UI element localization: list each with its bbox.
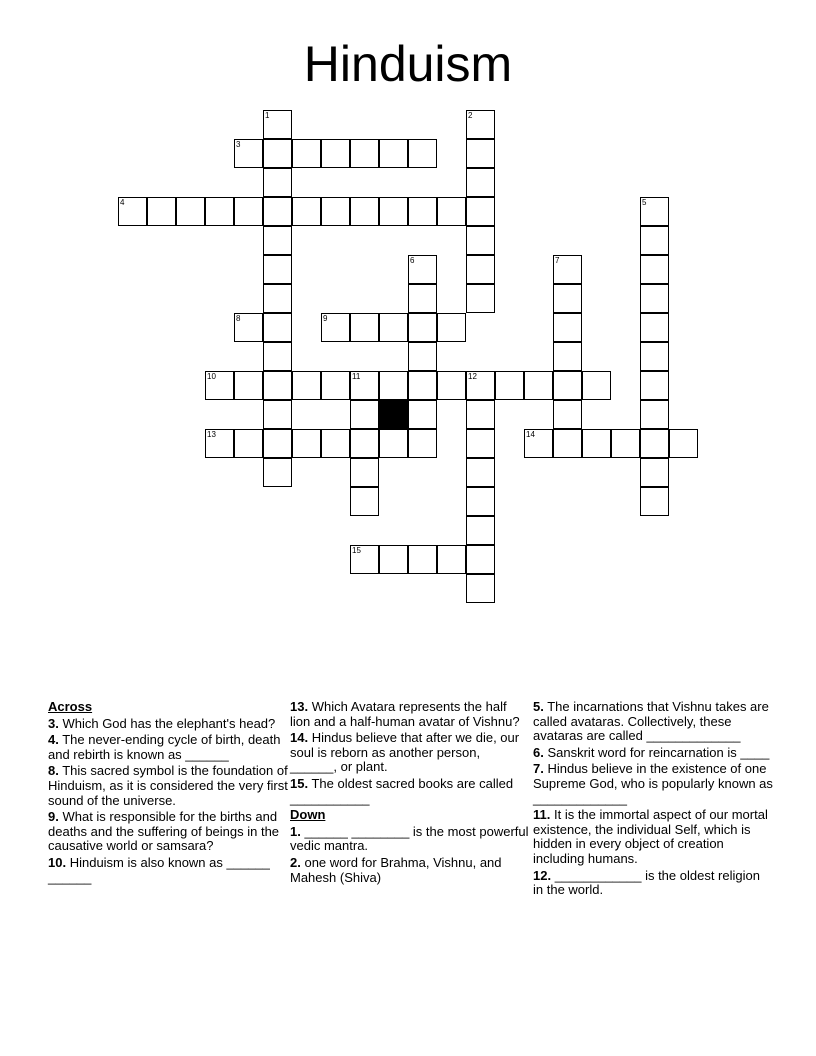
grid-cell[interactable] — [437, 197, 466, 226]
clue-text: ______ ________ is the most powerful vedic mantra. — [290, 823, 529, 854]
grid-cell[interactable] — [350, 458, 379, 487]
grid-cell[interactable] — [263, 139, 292, 168]
clue-number: 3. — [48, 715, 59, 731]
grid-cell[interactable] — [640, 400, 669, 429]
grid-cell[interactable] — [466, 284, 495, 313]
grid-cell[interactable] — [263, 168, 292, 197]
grid-cell[interactable] — [640, 226, 669, 255]
grid-cell[interactable] — [234, 371, 263, 400]
grid-cell[interactable] — [292, 371, 321, 400]
grid-cell[interactable] — [466, 400, 495, 429]
grid-cell[interactable] — [408, 342, 437, 371]
cell-number: 9 — [323, 314, 328, 323]
cell-number: 5 — [642, 198, 647, 207]
cell-number: 6 — [410, 256, 415, 265]
grid-cell[interactable] — [350, 313, 379, 342]
grid-cell[interactable] — [234, 197, 263, 226]
clue-number: 4. — [48, 732, 59, 748]
clues-column-3 — [533, 700, 773, 900]
grid-cell[interactable] — [553, 429, 582, 458]
grid-cell[interactable] — [524, 371, 553, 400]
grid-cell[interactable] — [379, 197, 408, 226]
grid-cell[interactable] — [640, 458, 669, 487]
clues-column-1 — [48, 700, 288, 887]
grid-cell[interactable] — [350, 139, 379, 168]
grid-cell[interactable] — [205, 371, 234, 400]
grid-cell[interactable] — [350, 429, 379, 458]
clue-text: Hindus believe that after we die, our soul is reborn as another person, ______, or plant. — [290, 730, 520, 775]
grid-cell[interactable] — [640, 342, 669, 371]
grid-cell[interactable] — [408, 313, 437, 342]
grid-cell[interactable] — [350, 400, 379, 429]
grid-cell[interactable] — [553, 371, 582, 400]
cell-number: 4 — [120, 198, 125, 207]
grid-cell[interactable] — [321, 197, 350, 226]
grid-cell[interactable] — [263, 400, 292, 429]
grid-cell[interactable] — [321, 313, 350, 342]
cell-number: 2 — [468, 111, 473, 120]
clue-text: It is the immortal aspect of our mortal existence, the individual Self, which is hidden in every object of creation including humans. — [533, 807, 768, 866]
grid-cell[interactable] — [640, 313, 669, 342]
grid-cell[interactable] — [408, 545, 437, 574]
down-heading: Down — [290, 807, 326, 823]
grid-cell[interactable] — [640, 255, 669, 284]
grid-cell[interactable] — [292, 139, 321, 168]
grid-cell[interactable] — [408, 371, 437, 400]
grid-cell[interactable] — [321, 429, 350, 458]
grid-cell[interactable] — [263, 371, 292, 400]
grid-cell[interactable] — [553, 342, 582, 371]
clue-number: 5. — [533, 699, 544, 714]
clue-text: Sanskrit word for reincarnation is ____ — [547, 744, 770, 760]
grid-cell[interactable] — [292, 429, 321, 458]
grid-cell[interactable] — [582, 429, 611, 458]
clue-number: 6. — [533, 744, 544, 760]
grid-cell[interactable] — [234, 313, 263, 342]
grid-cell[interactable] — [582, 371, 611, 400]
grid-cell[interactable] — [379, 313, 408, 342]
clue-text: The never-ending cycle of birth, death and rebirth is known as ______ — [48, 732, 281, 762]
across-clue — [48, 733, 288, 762]
grid-cell[interactable] — [263, 284, 292, 313]
cell-number: 11 — [352, 372, 361, 381]
grid-cell[interactable] — [205, 429, 234, 458]
grid-cell[interactable] — [234, 139, 263, 168]
grid-cell[interactable] — [263, 313, 292, 342]
grid-cell[interactable] — [408, 400, 437, 429]
grid-cell[interactable] — [640, 487, 669, 516]
clue-text: Hinduism is also known as ______ ______ — [48, 854, 270, 885]
grid-cell[interactable] — [379, 545, 408, 574]
grid-cell[interactable] — [466, 255, 495, 284]
clue-number: 2. — [290, 854, 301, 870]
across-clue — [290, 777, 530, 806]
across-clue — [48, 764, 288, 808]
clue-number: 9. — [48, 809, 59, 825]
grid-cell[interactable] — [379, 429, 408, 458]
down-clue — [533, 762, 773, 806]
across-clue — [48, 810, 288, 854]
down-clue — [533, 808, 773, 866]
grid-cell[interactable] — [176, 197, 205, 226]
grid-cell[interactable] — [263, 226, 292, 255]
cell-number: 13 — [207, 430, 216, 439]
grid-cell[interactable] — [553, 313, 582, 342]
grid-cell[interactable] — [640, 429, 669, 458]
across-clue — [48, 856, 288, 885]
grid-cell[interactable] — [408, 197, 437, 226]
grid-cell[interactable] — [263, 255, 292, 284]
grid-cell[interactable] — [437, 371, 466, 400]
cell-number: 15 — [352, 546, 361, 555]
puzzle-title: Hinduism — [303, 36, 513, 92]
clue-text: one word for Brahma, Vishnu, and Mahesh (Shiva) — [290, 854, 502, 885]
grid-cell[interactable] — [466, 226, 495, 255]
grid-cell[interactable] — [466, 574, 495, 603]
down-clue — [290, 825, 530, 854]
cell-number: 7 — [555, 256, 560, 265]
down-clue — [533, 700, 773, 744]
grid-cell[interactable] — [524, 429, 553, 458]
grid-cell[interactable] — [466, 487, 495, 516]
grid-cell[interactable] — [263, 197, 292, 226]
grid-cell[interactable] — [350, 487, 379, 516]
down-clue — [290, 856, 530, 885]
down-clue — [533, 869, 773, 898]
grid-cell[interactable] — [118, 197, 147, 226]
grid-cell[interactable] — [466, 429, 495, 458]
across-clue — [48, 717, 288, 732]
grid-cell[interactable] — [466, 110, 495, 139]
grid-cell[interactable] — [350, 545, 379, 574]
clue-text: What is responsible for the births and deaths and the suffering of beings in the causative world or samsara? — [48, 809, 280, 854]
clue-text: Hindus believe in the existence of one Supreme God, who is popularly known as _____________ — [533, 761, 773, 806]
black-square — [379, 400, 408, 429]
grid-cell[interactable] — [611, 429, 640, 458]
clue-text: Which God has the elephant's head? — [62, 715, 276, 731]
clues-column-2 — [290, 700, 530, 887]
grid-cell[interactable] — [466, 458, 495, 487]
across-clue — [290, 700, 530, 729]
grid-cell[interactable] — [321, 371, 350, 400]
grid-cell[interactable] — [350, 371, 379, 400]
grid-cell[interactable] — [466, 545, 495, 574]
grid-cell[interactable] — [234, 429, 263, 458]
grid-cell[interactable] — [205, 197, 234, 226]
grid-cell[interactable] — [292, 197, 321, 226]
cell-number: 3 — [236, 140, 241, 149]
grid-cell[interactable] — [321, 139, 350, 168]
grid-cell[interactable] — [640, 197, 669, 226]
grid-cell[interactable] — [350, 197, 379, 226]
grid-cell[interactable] — [495, 371, 524, 400]
grid-cell[interactable] — [553, 400, 582, 429]
cell-number: 12 — [468, 372, 477, 381]
grid-cell[interactable] — [263, 458, 292, 487]
grid-cell[interactable] — [263, 429, 292, 458]
cell-number: 10 — [207, 372, 216, 381]
grid-cell[interactable] — [263, 342, 292, 371]
clue-number: 1. — [290, 823, 301, 839]
clue-number: 10. — [48, 854, 67, 870]
clue-number: 12. — [533, 867, 552, 883]
cell-number: 14 — [526, 430, 535, 439]
grid-cell[interactable] — [466, 197, 495, 226]
clue-number: 11. — [533, 807, 551, 823]
clue-text: Which Avatara represents the half lion and a half-human avatar of Vishnu? — [290, 699, 520, 729]
cell-number: 1 — [265, 111, 270, 120]
grid-cell[interactable] — [263, 110, 292, 139]
grid-cell[interactable] — [379, 139, 408, 168]
grid-cell[interactable] — [408, 284, 437, 313]
across-heading: Across — [48, 699, 93, 714]
grid-cell[interactable] — [437, 545, 466, 574]
across-clue — [290, 731, 530, 775]
grid-cell[interactable] — [147, 197, 176, 226]
clue-number: 8. — [48, 763, 59, 779]
clue-number: 14. — [290, 730, 309, 746]
grid-cell[interactable] — [640, 371, 669, 400]
clue-text: The oldest sacred books are called ___________ — [290, 775, 514, 806]
clue-number: 15. — [290, 775, 309, 791]
grid-cell[interactable] — [379, 371, 408, 400]
clue-number: 7. — [533, 761, 544, 777]
clue-text: This sacred symbol is the foundation of Hinduism, as it is considered the very first sound of the universe. — [48, 763, 288, 808]
grid-cell[interactable] — [408, 139, 437, 168]
cell-number: 8 — [236, 314, 241, 323]
down-clue — [533, 746, 773, 761]
grid-cell[interactable] — [466, 516, 495, 545]
clue-number: 13. — [290, 699, 309, 714]
clue-text: The incarnations that Vishnu takes are called avataras. Collectively, these avataras are called _____________ — [533, 699, 769, 744]
grid-cell[interactable] — [408, 255, 437, 284]
grid-cell[interactable] — [466, 139, 495, 168]
grid-cell[interactable] — [408, 429, 437, 458]
clue-text: ____________ is the oldest religion in the world. — [533, 867, 760, 898]
grid-cell[interactable] — [553, 255, 582, 284]
grid-cell[interactable] — [553, 284, 582, 313]
grid-cell[interactable] — [437, 313, 466, 342]
grid-cell[interactable] — [466, 168, 495, 197]
grid-cell[interactable] — [640, 284, 669, 313]
grid-cell[interactable] — [669, 429, 698, 458]
grid-cell[interactable] — [466, 371, 495, 400]
